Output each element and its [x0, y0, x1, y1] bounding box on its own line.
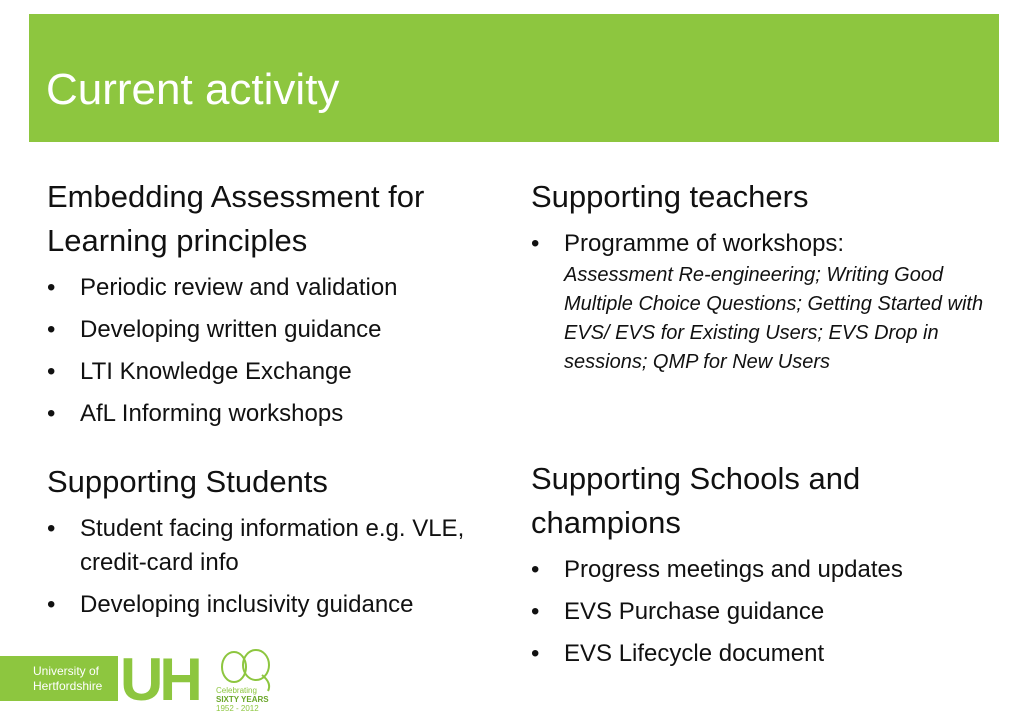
bullet-list-students — [47, 512, 517, 622]
workshops-detail: Assessment Re-engineering; Writing Good Multiple Choice Questions; Getting Started with EVS/ EVS for Existing Users; EVS Drop in sessions; QMP for New Users — [564, 264, 984, 373]
section-heading-teachers: Supporting teachers — [531, 179, 809, 214]
bullet-list-afl — [47, 271, 517, 431]
list-item: • Programme of workshops: Assessment Re-engineering; Writing Good Multiple Choice Questions; Getting Started with EVS/ EVS for Existing Users; EVS Drop in sessions; QMP for New Users — [531, 227, 1001, 377]
list-item: • AfL Informing workshops — [47, 400, 344, 427]
section-afl — [47, 175, 517, 431]
section-teachers — [531, 175, 1001, 377]
bullet-list-schools — [531, 553, 1001, 671]
title-bar — [29, 14, 999, 142]
slide-title: Current activity — [46, 65, 340, 114]
list-item: • Student facing information e.g. VLE, credit-card info — [47, 515, 465, 576]
university-logo: University of Hertfordshire — [0, 656, 118, 701]
bullet-list-teachers — [531, 227, 1001, 377]
sixty-years-text: Celebrating SIXTY YEARS 1952 - 2012 — [216, 686, 269, 713]
list-item: • EVS Lifecycle document — [531, 640, 825, 667]
list-item: • Progress meetings and updates — [531, 556, 903, 583]
list-item: • Developing inclusivity guidance — [47, 591, 414, 618]
section-heading-students: Supporting Students — [47, 464, 328, 499]
section-students — [47, 460, 517, 622]
list-item: • Developing written guidance — [47, 316, 382, 343]
section-heading-schools: Supporting Schools and champions — [531, 461, 861, 540]
list-item: • LTI Knowledge Exchange — [47, 358, 352, 385]
list-item: • Periodic review and validation — [47, 274, 398, 301]
workshops-label: Programme of workshops: — [564, 230, 845, 257]
section-heading-afl: Embedding Assessment for Learning principles — [47, 179, 425, 258]
list-item: • EVS Purchase guidance — [531, 598, 825, 625]
section-schools — [531, 457, 1001, 671]
uh-mark: UH — [120, 646, 199, 713]
